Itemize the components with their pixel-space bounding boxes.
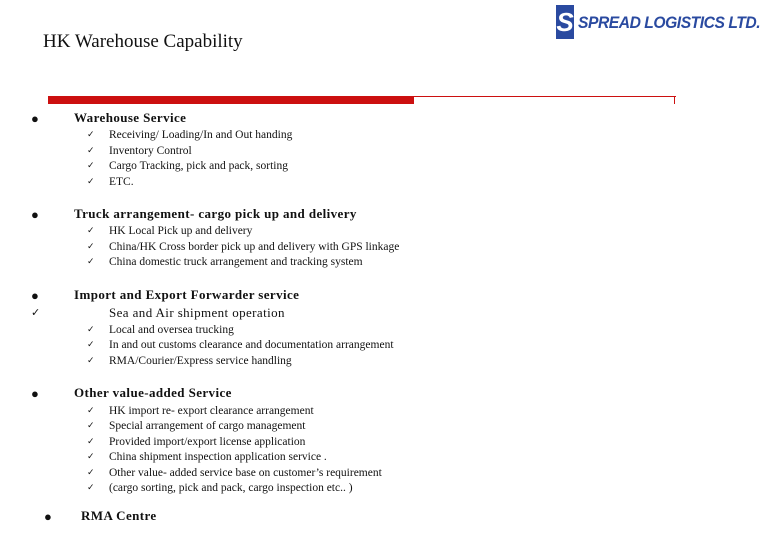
bullet-icon: ● — [31, 288, 39, 303]
list-item: Special arrangement of cargo management — [109, 420, 306, 432]
list-item: Inventory Control — [109, 145, 192, 157]
check-icon: ✓ — [87, 356, 95, 366]
check-icon: ✓ — [87, 146, 95, 156]
page-title: HK Warehouse Capability — [43, 31, 243, 52]
check-icon: ✓ — [87, 421, 95, 431]
title-divider-bar — [48, 96, 414, 104]
list-item: Other value- added service base on customer’s requirement — [109, 467, 382, 479]
check-icon: ✓ — [87, 257, 95, 267]
title-divider-tick — [674, 96, 675, 104]
check-icon: ✓ — [87, 130, 95, 140]
logo-mark: S — [556, 7, 574, 37]
check-icon: ✓ — [87, 406, 95, 416]
check-icon: ✓ — [87, 177, 95, 187]
check-icon: ✓ — [87, 242, 95, 252]
check-icon: ✓ — [87, 161, 95, 171]
list-item: China shipment inspection application service . — [109, 451, 327, 463]
section-subheading: Sea and Air shipment operation — [109, 305, 285, 320]
logo-name: SPREAD LOGISTICS LTD. — [578, 13, 760, 32]
list-item: China domestic truck arrangement and tracking system — [109, 256, 363, 268]
list-item: Local and oversea trucking — [109, 324, 234, 336]
bullet-icon: ● — [31, 111, 39, 126]
company-logo — [556, 5, 760, 41]
title-divider-line — [414, 96, 676, 97]
check-icon: ✓ — [87, 437, 95, 447]
bullet-icon: ● — [31, 207, 39, 222]
check-icon: ✓ — [87, 325, 95, 335]
check-icon: ✓ — [87, 340, 95, 350]
list-item: Cargo Tracking, pick and pack, sorting — [109, 160, 288, 172]
section-heading: Truck arrangement- cargo pick up and delivery — [74, 206, 357, 221]
section-heading: Other value-added Service — [74, 385, 232, 400]
list-item: HK import re- export clearance arrangement — [109, 405, 314, 417]
bullet-icon: ● — [44, 509, 52, 524]
list-item: In and out customs clearance and documentation arrangement — [109, 339, 394, 351]
list-item: China/HK Cross border pick up and delivery with GPS linkage — [109, 241, 400, 253]
check-icon: ✓ — [87, 483, 95, 493]
section-heading: Warehouse Service — [74, 110, 187, 125]
list-item: HK Local Pick up and delivery — [109, 225, 253, 237]
list-item: (cargo sorting, pick and pack, cargo inspection etc.. ) — [109, 482, 353, 494]
list-item: Receiving/ Loading/In and Out handing — [109, 129, 293, 141]
bullet-icon: ● — [31, 386, 39, 401]
list-item: ETC. — [109, 176, 134, 188]
check-icon: ✓ — [87, 226, 95, 236]
section-heading: RMA Centre — [81, 508, 157, 523]
list-item: RMA/Courier/Express service handling — [109, 355, 292, 367]
check-icon: ✓ — [87, 468, 95, 478]
list-item: Provided import/export license application — [109, 436, 306, 448]
section-heading: Import and Export Forwarder service — [74, 287, 300, 302]
check-icon: ✓ — [87, 452, 95, 462]
check-icon: ✓ — [31, 306, 41, 319]
